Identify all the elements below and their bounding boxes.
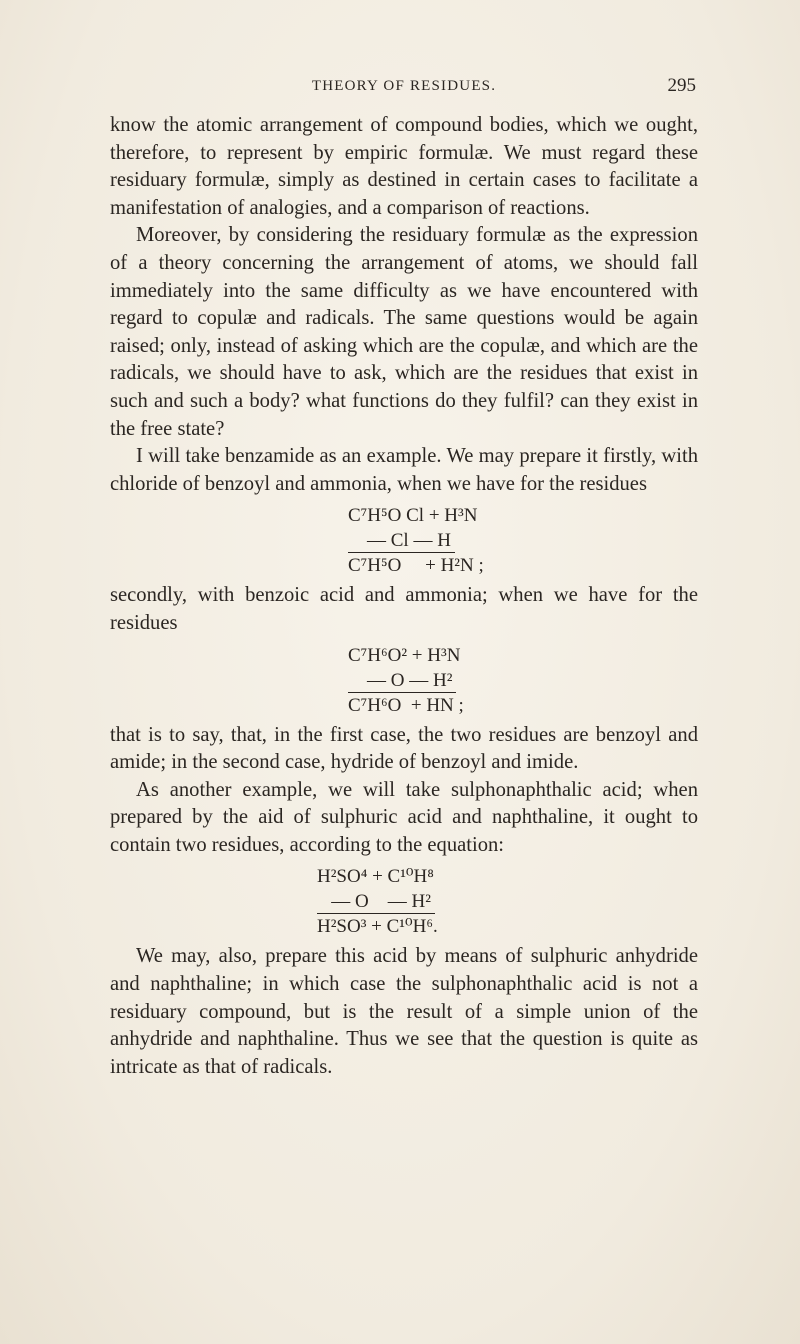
equation-line: — O — H² [348, 670, 456, 693]
paragraph-benzamide-example: I will take benzamide as an example. We may prepare it firstly, with chloride of benzoyl and ammonia, when we have for the residues [110, 445, 698, 495]
equation-line: H²SO³ + C¹⁰H⁶. [317, 916, 438, 938]
equation-line: C⁷H⁵O + H²N ; [348, 555, 484, 577]
page-number: 295 [667, 75, 696, 96]
paragraph-anhydride: We may, also, prepare this acid by means of sulphuric anhydride and naphthaline; in which case the sulphonaphthalic acid is not a residuary compound, but is the result of a simple union of the anhydride and naphthaline. Thus we see that the question is quite as intricate as that of radicals. [110, 945, 698, 1078]
equation-line: C⁷H⁵O Cl + H³N [348, 505, 478, 527]
running-head: THEORY OF RESIDUES. [311, 78, 497, 94]
equation-line: H²SO⁴ + C¹⁰H⁸ [317, 866, 434, 888]
equation-line: — Cl — H [348, 530, 455, 553]
paragraph-secondly: secondly, with benzoic acid and ammonia; when we have for the residues [110, 584, 698, 634]
equation-line: C⁷H⁶O + HN ; [348, 694, 464, 716]
paragraph-continuation: know the atomic arrangement of compound bodies, which we ought, therefore, to represent by empiric formulæ. We must regard these residuary formulæ, simply as destined in certain cases to facilitate a manifestation of analogies, and a comparison of reactions. [110, 114, 698, 219]
paragraph-that-is-to-say: that is to say, that, in the first case, the two residues are benzoyl and amide; in the second case, hydride of benzoyl and imide. [110, 723, 698, 774]
equation-sulphuric-acid [317, 864, 698, 939]
page-header [112, 76, 696, 100]
paragraph-sulphonaphthalic: As another example, we will take sulphonaphthalic acid; when prepared by the aid of sulphuric acid and naphthaline, it ought to contain two residues, according to the equation: [110, 778, 698, 856]
equation-benzoyl-chloride [348, 503, 698, 578]
paragraph-moreover: Moreover, by considering the residuary formulæ as the expression of a theory concerning the arrangement of atoms, we should fall immediately into the same difficulty as we have encountered with regard to copulæ and radicals. The same questions would be again raised; only, instead of asking which are the copulæ, and which are the radicals, we should have to ask, which are the residues that exist in such and such a body? what functions do they fulfil? can they exist in the free state? [110, 224, 698, 440]
equation-benzoic-acid [348, 643, 698, 718]
equation-line: — O — H² [317, 891, 435, 914]
equation-line: C⁷H⁶O² + H³N [348, 644, 461, 666]
body-text [110, 112, 698, 1081]
